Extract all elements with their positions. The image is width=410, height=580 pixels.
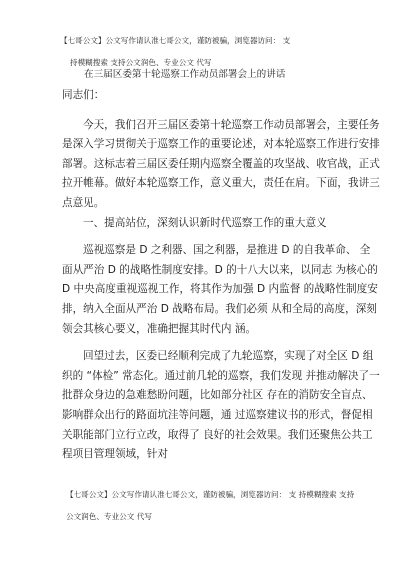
header-line-1: 【七哥公文】公文写作请认准七哥公文，谨防被骗，浏览器访问： 支 — [60, 36, 291, 45]
document-body — [62, 86, 380, 465]
section-heading-1: 一、提高站位，深刻认识新时代巡察工作的重大意义 — [83, 216, 327, 229]
paragraph-significance: 巡视巡察是 D 之利器、国之利器，是推进 D 的自我革命、 全面从严治 D 的战略性制度安排。D 的十八大以来，以同志 为核心的 D 中央高度重视巡视工作，将其作为加强 D 内监督 的战略性制度安排，纳入全面从严治 D 战略布局。我们必须 从和全局的高度，深刻领会其核心要义，准确把握其时代内 涵。 — [62, 244, 378, 335]
page-footer — [66, 484, 386, 528]
salutation: 同志们： — [62, 89, 105, 101]
footer-line-1: 【七哥公文】公文写作请认准七哥公文，谨防被骗，浏览器访问： 支 持模糊搜索 支持 — [66, 490, 355, 499]
document-title: 在三届区委第十轮巡察工作动员部署会上的讲话 — [84, 69, 286, 80]
paragraph-intro: 今天，我们召开三届区委第十轮巡察工作动员部署会，主要任务是深入学习贯彻关于巡察工作的重要论述，对本轮巡察工作进行安排部署。这标志着三届区委任期内巡察全覆盖的攻坚战、收官战，正式拉开帷幕。做好本轮巡察工作，意义重大，责任在肩。下面，我讲三点意见。 — [62, 118, 380, 209]
paragraph-review: 回望过去，区委已经顺利完成了九轮巡察，实现了对全区 D 组织的 “体检” 常态化。通过前几轮的巡察，我们发现 并推动解决了一批群众身边的急难愁盼问题，比如部分社区 存在的消防安全盲点、影响群众出行的路面坑洼等问题，通 过巡察建议书的形式，督促相关职能部门立行立改，取得了 良好的社会效果。我们还聚焦公共工程项目管理领域，针对 — [62, 350, 380, 461]
footer-line-2: 公文润色、专业公文 代写 — [66, 512, 152, 521]
header-line-2: 持模糊搜索 支持公文润色、专业公文 代写 — [70, 58, 212, 67]
